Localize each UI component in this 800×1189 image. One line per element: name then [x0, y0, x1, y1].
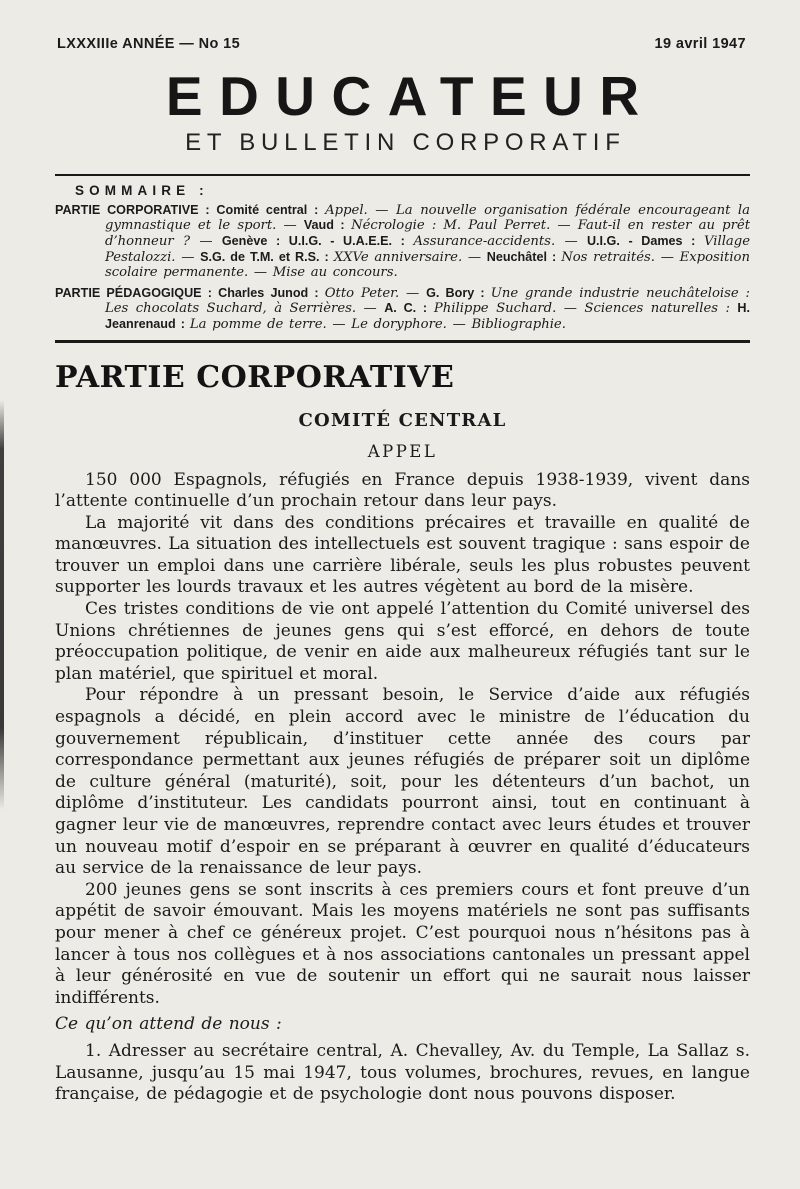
sommaire-label: SOMMAIRE :	[75, 182, 209, 198]
paragraph-3: Ces tristes conditions de vie ont appelé l’attention du Comité universel des Unions chrétiennes de jeunes gens qui s’est efforcé, en dehors de toute préoccupation politique, de venir en aide aux malheureux réfugiés tant sur le plan matériel, que spirituel et moral.	[55, 599, 750, 684]
article-subheading: APPEL	[367, 441, 438, 461]
sommaire-section	[55, 183, 750, 333]
paragraph-4: Pour répondre à un pressant besoin, le Service d’aide aux réfugiés espagnols a décidé, en plein accord avec le ministre de l’éducation du gouvernement républicain, d’instituer cette année des cours par correspondance permettant aux jeunes réfugiés de préparer soit un diplôme de culture général (maturité), soit, pour les détenteurs d’un bachot, un diplôme d’instituteur. Les candidats pourront ainsi, tout en continuant à gagner leur vie de manœuvres, reprendre contact avec leurs études et trouver un nouveau motif d’espoir en se préparant à œuvrer en qualité d’éducateurs au service de la renaissance de leur pays.	[55, 685, 750, 879]
masthead	[55, 36, 750, 157]
sommaire-entry-corporative: PARTIE CORPORATIVE : Comité central : Appel. — La nouvelle organisation fédérale encourageant la gymnastique et le sport. — Vaud : Nécrologie : M. Paul Perret. — Faut-il en rester au prêt d’honneur ? — Genève : U.I.G. - U.A.E.E. : Assurance-accidents. — U.I.G. - Dames : Village Pestalozzi. — S.G. de T.M. et R.S. : XXVe anniversaire. — Neuchâtel : Nos retraités. — Exposition scolaire permanente. — Mise au concours.	[55, 202, 751, 281]
lead-in-line: Ce qu’on attend de nous :	[55, 1014, 282, 1035]
paragraph-2: La majorité vit dans des conditions précaires et travaille en qualité de manœuvres. La situation des intellectuels est souvent tragique : sans espoir de trouver un emploi dans une carrière libérale, seuls les plus robustes peuvent supporter les lourds travaux et les autres végètent au bord de la misère.	[55, 512, 750, 598]
magazine-title: EDUCATEUR	[165, 65, 656, 127]
issue-row	[55, 36, 750, 52]
issue-date: 19 avril 1947	[654, 36, 746, 52]
sommaire-entry-pedagogique: PARTIE PÉDAGOGIQUE : Charles Junod : Otto Peter. — G. Bory : Une grande industrie neuchâteloise : Les chocolats Suchard, à Serrières. — A. C. : Philippe Suchard. — Sciences naturelles : H. Jeanrenaud : La pomme de terre. — Le doryphore. — Bibliographie.	[55, 285, 751, 332]
paragraph-5: 200 jeunes gens se sont inscrits à ces premiers cours et font preuve d’un appétit de savoir émouvant. Mais les moyens matériels ne sont pas suffisants pour mener à chef ce généreux projet. C’est pourquoi nous n’hésitons pas à lancer à tous nos collègues et à nos associations cantonales un pressant appel à leur générosité en vue de soutenir un effort qui ne saurait nous laisser indifférents.	[55, 879, 750, 1008]
paragraph-1: 150 000 Espagnols, réfugiés en France depuis 1938-1939, vivent dans l’attente continuelle d’un prochain retour dans leur pays.	[55, 469, 750, 512]
scan-edge-artifact	[0, 400, 4, 810]
divider-top-rule	[55, 174, 750, 176]
section-heading: PARTIE CORPORATIVE	[55, 359, 455, 395]
list-item-1: 1. Adresser au secrétaire central, A. Chevalley, Av. du Temple, La Sallaz s. Lausanne, jusqu’au 15 mai 1947, tous volumes, brochures, revues, en langue française, de pédagogie et de psychologie dont nous pouvons disposer.	[55, 1040, 750, 1105]
article-heading: COMITÉ CENTRAL	[298, 409, 507, 431]
divider-bottom-rule	[55, 340, 750, 343]
magazine-subtitle: ET BULLETIN CORPORATIF	[185, 128, 626, 156]
issue-number: LXXXIIIe ANNÉE — No 15	[57, 36, 241, 52]
article-body	[55, 470, 750, 1106]
